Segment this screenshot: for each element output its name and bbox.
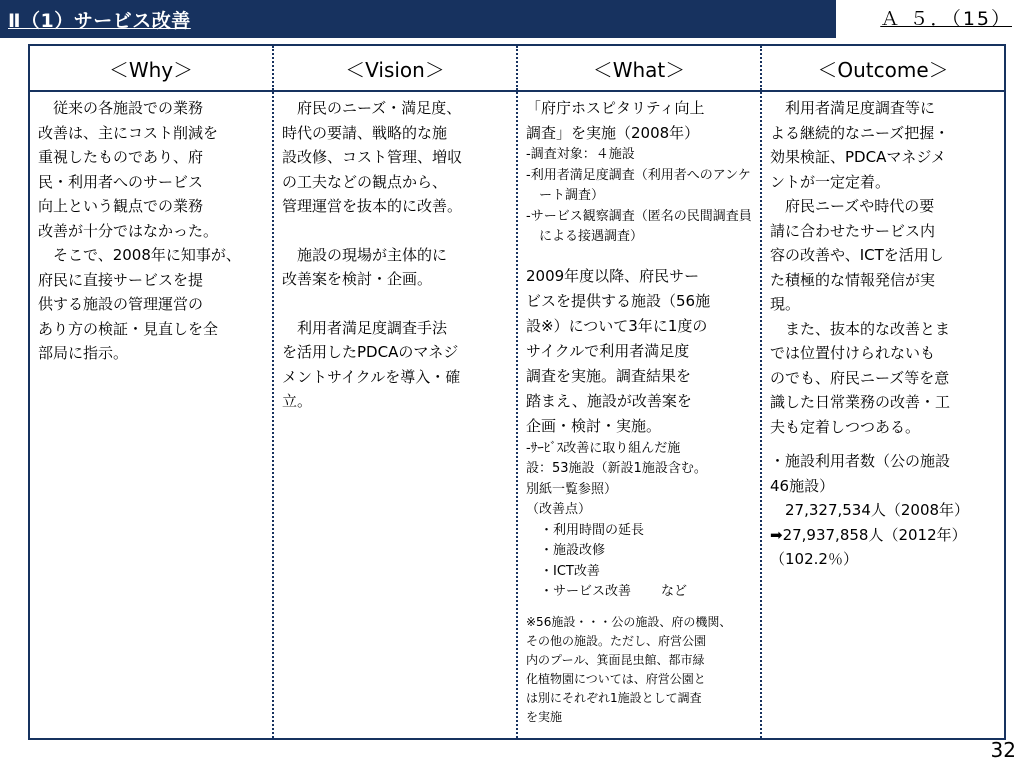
outcome-line: 効果検証、PDCAマネジメ <box>770 148 946 166</box>
improvement-item: ・施設改修 <box>540 543 606 558</box>
vision-line: 府民のニーズ・満足度、 <box>297 99 462 117</box>
what-intro-line: 調査」を実施（2008年） <box>526 123 700 142</box>
stats-line: ・施設利用者数（公の施設 <box>770 452 951 470</box>
why-cell <box>30 92 274 738</box>
vision-cell <box>274 92 518 738</box>
survey-item: -サービス観察調査（匿名の民間調査員による接遇調査） <box>526 208 752 244</box>
vision-line: 改善案を検討・企画。 <box>282 270 433 288</box>
what-detail-line: 設：53施設（新設1施設含む。 <box>526 461 707 476</box>
outcome-line: 識した日常業務の改善・工 <box>770 393 951 411</box>
what-main-line: 調査を実施。調査結果を <box>526 366 692 385</box>
outcome-line: 容の改善や、ICTを活用し <box>770 246 944 264</box>
spacer <box>526 248 754 264</box>
improvements-label: （改善点） <box>526 502 592 517</box>
vision-line: 時代の要請、戦略的な施 <box>282 123 448 142</box>
why-line: 民・利用者へのサービス <box>38 172 204 191</box>
outcome-line: 府民ニーズや時代の要 <box>785 197 935 215</box>
why-line: 改善が十分ではなかった。 <box>38 221 219 240</box>
summary-table <box>28 44 1006 740</box>
why-line: 府民に直接サービスを提 <box>38 270 204 289</box>
stats-line: 46施設） <box>770 476 835 495</box>
column-header-what: ＜What＞ <box>518 46 762 90</box>
outcome-line: た積極的な情報発信が実 <box>770 270 936 289</box>
spacer <box>526 603 754 613</box>
why-line: そこで、2008年に知事が、 <box>53 246 241 264</box>
table-header-row <box>30 46 1004 92</box>
outcome-line: よる継続的なニーズ把握・ <box>770 123 950 142</box>
improvement-item: ・ICT改善 <box>540 563 600 579</box>
what-cell <box>518 92 762 738</box>
what-detail-line: -ｻｰﾋﾞｽ改善に取り組んだ施 <box>526 440 681 456</box>
vision-line: 施設の現場が主体的に <box>297 245 448 264</box>
header-bar <box>0 0 836 38</box>
vision-line: 立。 <box>282 392 313 410</box>
what-detail-line: 別紙一覧参照） <box>526 481 618 497</box>
column-header-outcome: ＜Outcome＞ <box>817 57 949 82</box>
why-line: 従来の各施設での業務 <box>53 99 204 117</box>
outcome-line: のでも、府民ニーズ等を意 <box>770 368 950 387</box>
outcome-line: 請に合わせたサービス内 <box>770 221 936 240</box>
vision-line: の工夫などの観点から、 <box>282 172 448 191</box>
improvement-item-last <box>526 582 754 603</box>
outcome-line: ントが一定定着。 <box>770 172 891 191</box>
improvements-suffix: など <box>661 584 688 599</box>
vision-line: を活用したPDCAのマネジ <box>282 343 459 361</box>
document-reference: Ａ ５．（15） <box>880 8 1012 30</box>
stats-line: （102.2％） <box>770 550 858 568</box>
improvement-item: ・利用時間の延長 <box>540 522 645 538</box>
vision-line: 管理運営を抜本的に改善。 <box>282 197 463 215</box>
improvement-item: ・サービス改善 <box>540 584 632 599</box>
footnote-line: ※56施設・・・公の施設、府の機関、 <box>526 614 732 629</box>
footnote-line: その他の施設。ただし、府営公園 <box>526 633 707 648</box>
footnote-line: を実施 <box>526 709 563 724</box>
outcome-line: 夫も定着しつつある。 <box>770 417 921 436</box>
spacer <box>282 292 510 316</box>
what-main-line: ビスを提供する施設（56施 <box>526 291 711 310</box>
stats-line: 27,327,534人（2008年） <box>785 501 970 519</box>
spacer <box>282 219 510 243</box>
vision-line: 設改修、コスト管理、増収 <box>282 148 463 166</box>
footnote-line: は別にそれぞれ1施設として調査 <box>526 690 702 705</box>
outcome-cell <box>762 92 1004 738</box>
table-body-row <box>30 92 1004 738</box>
footnote-line: 内のプール、箕面昆虫館、都市緑 <box>526 652 705 667</box>
page-number: 32 <box>990 738 1016 762</box>
column-header-why: ＜Why＞ <box>30 46 274 90</box>
what-main-line: 設※）について3年に1度の <box>526 316 708 335</box>
spacer <box>770 439 998 449</box>
why-line: 重視したものであり、府 <box>38 148 204 166</box>
vision-line: メントサイクルを導入・確 <box>282 367 461 386</box>
page-title: Ⅱ（1）サービス改善 <box>8 10 191 32</box>
outcome-line: では位置付けられないも <box>770 344 936 362</box>
what-intro-line: 「府庁ホスピタリティ向上 <box>526 99 705 117</box>
stats-line: ➡27,937,858人（2012年） <box>770 525 967 544</box>
survey-item: -利用者満足度調査（利用者へのアンケート調査） <box>526 167 751 203</box>
why-line: 部局に指示。 <box>38 344 129 362</box>
what-main-line: 企画・検討・実施。 <box>526 416 662 435</box>
why-line: 改善は、主にコスト削減を <box>38 123 219 142</box>
why-line: 供する施設の管理運営の <box>38 295 204 313</box>
vision-line: 利用者満足度調査手法 <box>297 318 448 337</box>
outcome-line: 利用者満足度調査等に <box>785 99 936 117</box>
why-line: 向上という観点での業務 <box>38 197 204 215</box>
what-main-line: 2009年度以降、府民サー <box>526 266 700 285</box>
outcome-line: また、抜本的な改善とま <box>785 319 951 338</box>
what-main-line: サイクルで利用者満足度 <box>526 341 690 360</box>
survey-item: -調査対象：４施設 <box>526 147 635 162</box>
footnote-line: 化植物園については、府営公園と <box>526 671 706 686</box>
column-header-vision: ＜Vision＞ <box>274 46 518 90</box>
outcome-line: 現。 <box>770 295 801 313</box>
what-main-line: 踏まえ、施設が改善案を <box>526 391 692 410</box>
why-line: あり方の検証・見直しを全 <box>38 319 219 338</box>
